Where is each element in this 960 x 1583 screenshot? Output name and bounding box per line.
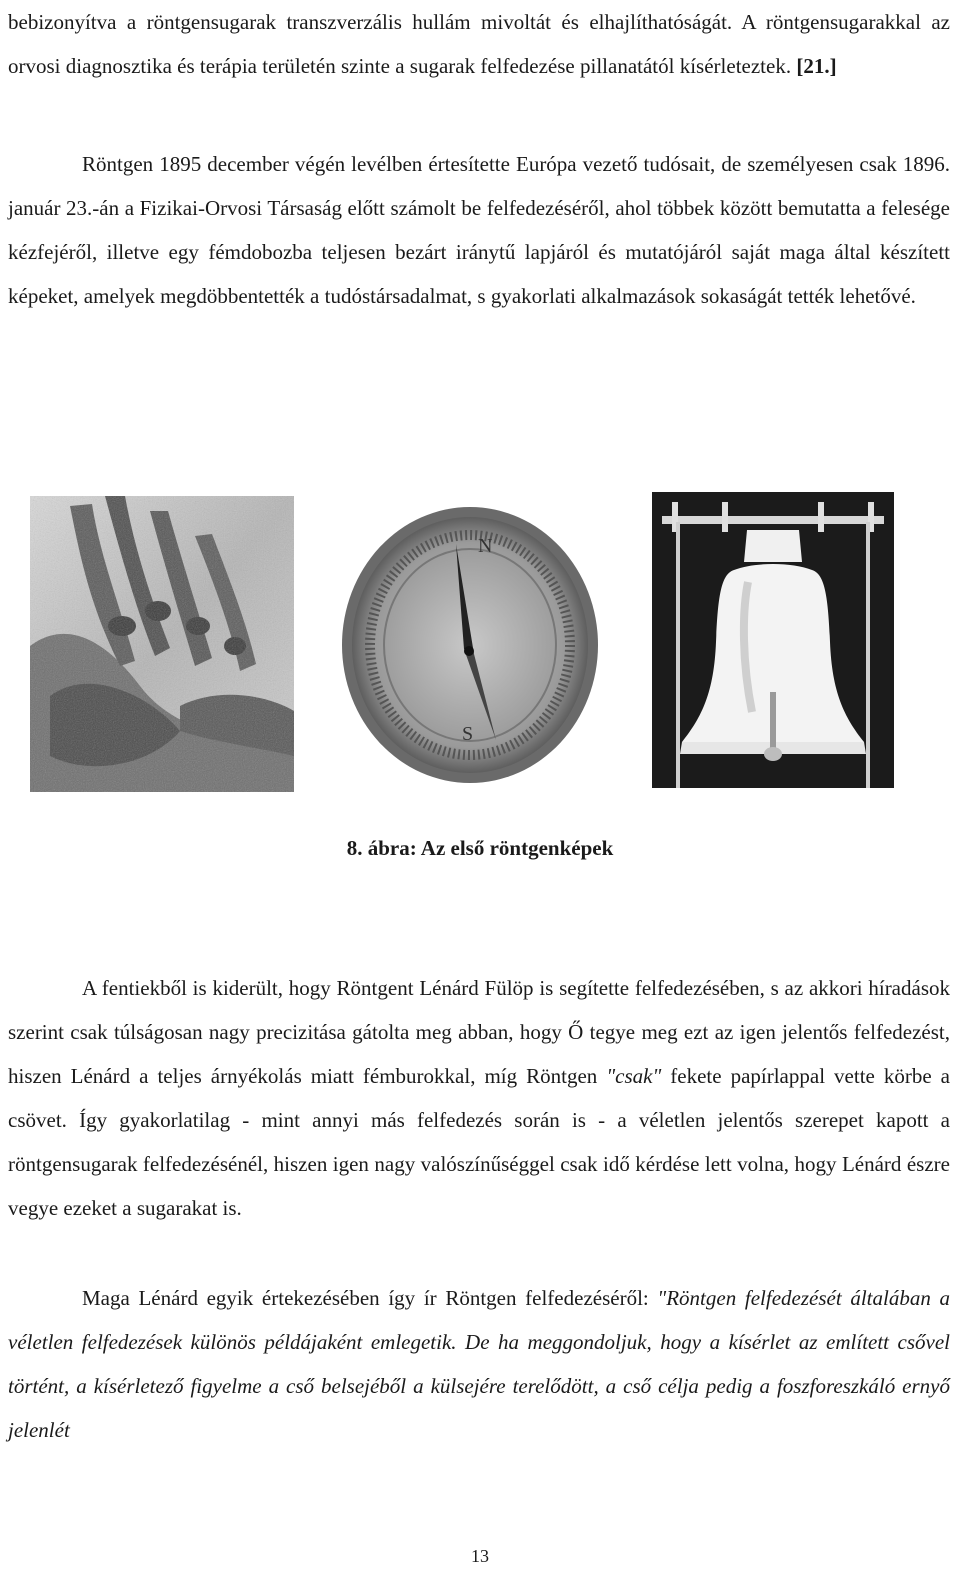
paragraph-2	[8, 142, 950, 318]
paragraph-3-text-a: A fentiekből is kiderült, hogy Röntgent Lénárd Fülöp is segítette felfedezésében, s az akkori híradások szerint csak túlságosan nagy precizitása gátolta meg abban, hogy Ő tegye meg ezt az igen jelentős felfedezést, hiszen Lénárd a teljes árnyékolás miatt fémburokkal, míg Röntgen	[8, 976, 950, 1088]
paragraph-4-text: Maga Lénárd egyik értekezésében így ír Röntgen felfedezéséről:	[82, 1286, 658, 1310]
bell-xray-image	[652, 492, 894, 788]
paragraph-1	[8, 0, 950, 88]
reference-21: [21.]	[796, 54, 837, 78]
paragraph-4-quote: "Röntgen felfedezését általában a véletlen felfedezések különös példájaként emlegetik. De ha meggondoljuk, hogy a kísérlet az említett csővel történt, a kísérletező figyelme a cső belsejéből a külsejére terelődött, a cső célja pedig a foszforeszkáló ernyő jelenlét	[8, 1286, 950, 1442]
hand-xray-image	[30, 496, 294, 792]
compass-xray-image	[338, 504, 602, 786]
figure-xray-images	[0, 488, 960, 798]
paragraph-4	[8, 1276, 950, 1452]
paragraph-3	[8, 966, 950, 1230]
paragraph-3-italic: "csak"	[606, 1064, 662, 1088]
figure-caption: 8. ábra: Az első röntgenképek	[346, 836, 614, 860]
paragraph-2-text: Röntgen 1895 december végén levélben értesítette Európa vezető tudósait, de személyesen csak 1896. január 23.-án a Fizikai-Orvosi Társaság előtt számolt be felfedezéséről, ahol többek között bemutatta a felesége kézfejéről, illetve egy fémdobozba teljesen bezárt iránytű lapjáról és mutatójáról saját maga által készített képeket, amelyek megdöbbentették a tudóstársadalmat, s gyakorlati alkalmazások sokaságát tették lehetővé.	[8, 152, 950, 308]
compass-north-label: N	[478, 535, 493, 557]
paragraph-3-text-b: fekete papírlappal vette körbe a csövet. Így gyakorlatilag - mint annyi más felfedezés során is - a véletlen jelentős szerepet kapott a röntgensugarak felfedezésénél, hiszen igen nagy valószínűséggel csak idő kérdése lett volna, hogy Lénárd észre vegye ezeket a sugarakat is.	[8, 1064, 950, 1220]
compass-south-label: S	[462, 723, 474, 745]
paragraph-1-text: bebizonyítva a röntgensugarak transzverzális hullám mivoltát és elhajlíthatóságát. A röntgensugarakkal az orvosi diagnosztika és terápia területén szinte a sugarak felfedezése pillanatától kísérleteztek.	[8, 10, 950, 78]
page-number: 13	[471, 1546, 489, 1566]
